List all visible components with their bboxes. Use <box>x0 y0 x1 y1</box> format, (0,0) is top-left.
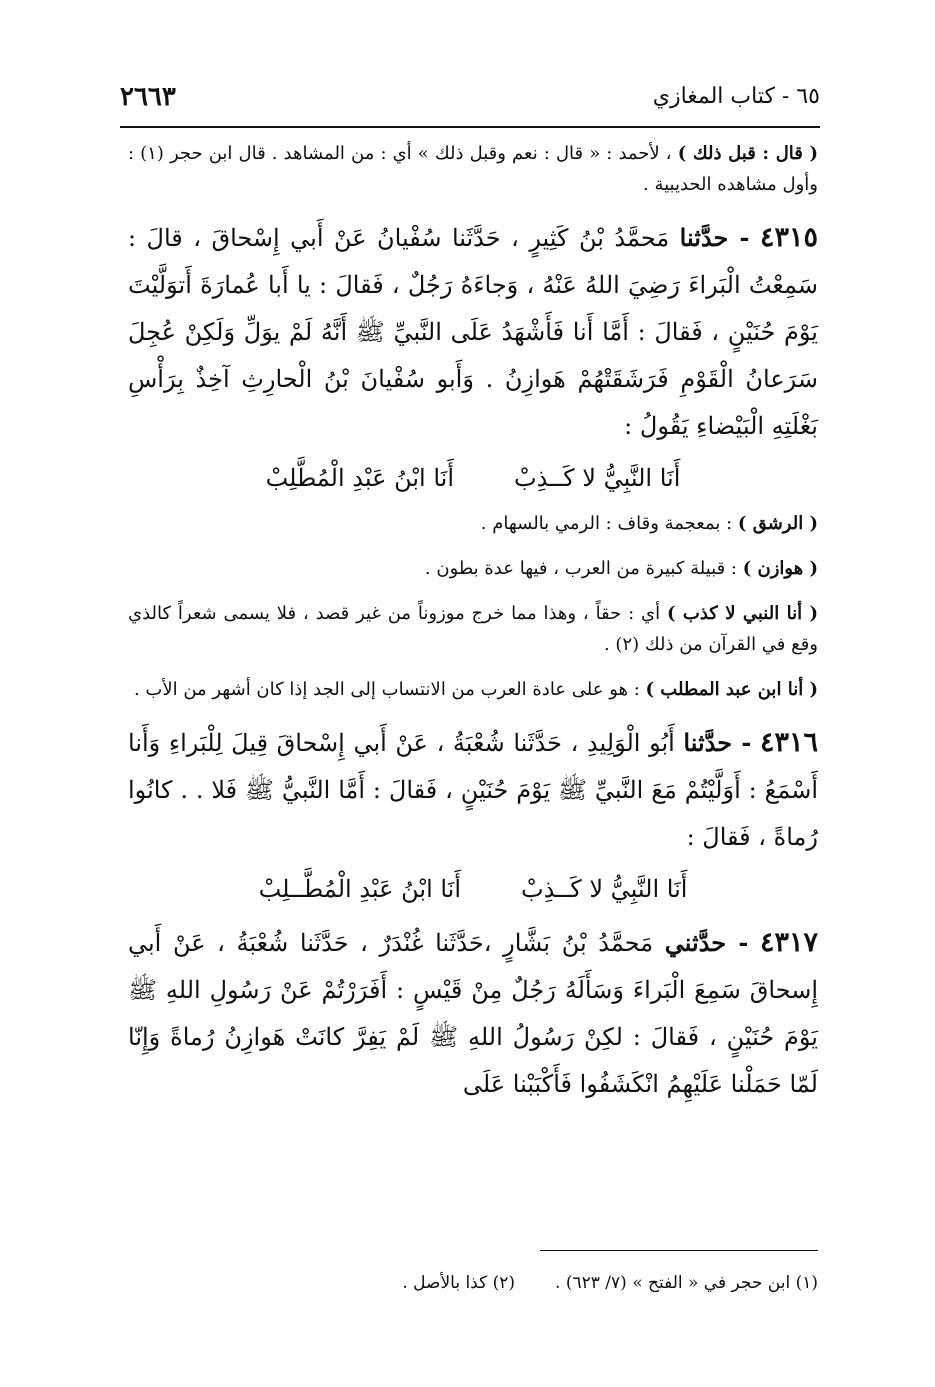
verse-line <box>128 456 818 500</box>
note-term: ( الرشق ) <box>737 513 818 534</box>
hadith-4316 <box>128 719 818 861</box>
note-term: ( أنا ابن عبد المطلب ) <box>645 679 818 700</box>
hadith-number: ٤٣١٦ <box>760 727 819 758</box>
hadith-text: أَبُو الْوَلِيدِ ، حَدَّثَنا شُعْبَةُ ، عَنْ أَبي إِسْحاقَ قِيلَ لِلْبَراءِ وَأَنا أَسْمَعُ : أَوَلَّيْتُمْ مَعَ النَّبيِّ ﷺ يَوْمَ حُنَيْنٍ ، فَقالَ : أَمَّا النَّبيُّ ﷺ فَلا . . كانُوا رُماةً ، فَقالَ : <box>128 729 819 851</box>
note-term: ( هوازن ) <box>742 558 818 579</box>
hadith-4317 <box>128 919 818 1108</box>
footnote-rule <box>540 1250 818 1251</box>
note-text: أي : حقاً ، وهذا مما خرج موزوناً من غير قصد ، فلا يسمى شعراً كالذي وقع في القرآن من ذلك (٢) . <box>128 603 818 655</box>
verse-line <box>128 867 818 911</box>
hadith-opener: - حدَّثني <box>664 928 749 957</box>
chapter-title: ٦٥ - كتاب المغازي <box>652 84 820 109</box>
footnote: (٢) كذا بالأصل . <box>402 1273 516 1293</box>
footnotes <box>200 1270 818 1296</box>
commentary-note <box>128 553 818 584</box>
verse-hemistich: أَنَا النَّبِيُّ لا كَــذِبْ <box>521 875 688 903</box>
hadith-number: ٤٣١٥ <box>760 222 819 253</box>
commentary-note <box>128 508 818 539</box>
commentary-note <box>128 138 818 200</box>
header-rule <box>120 126 820 128</box>
note-text: : هو على عادة العرب من الانتساب إلى الجد إذا كان أشهر من الأب . <box>133 679 646 700</box>
page-body <box>128 138 818 1114</box>
note-text: : قبيلة كبيرة من العرب ، فيها عدة بطون . <box>424 558 743 579</box>
hadith-opener: - حدَّثنا <box>683 728 752 757</box>
hadith-text: مَحمَّدُ بْنُ بَشَّارٍ ،حَدَّثَنا غُنْدَرٌ ، حَدَّثَنا شُعْبَةُ ، عَنْ أَبي إِسحاقَ سَمِعَ الْبَراءَ وَسَأَلَهُ رَجُلٌ مِنْ قَيْسٍ : أَفَرَرْتُمْ عَنْ رَسُولِ اللهِ ﷺ يَوْمَ حُنَيْنٍ ، فَقالَ : لكِنْ رَسُولُ اللهِ ﷺ لَمْ يَفِرَّ كانَتْ هَوازِنُ رُماةً وَإِنّا لَمّا حَمَلْنا عَلَيْهِمُ انْكَشَفُوا فَأَكْبَبْنا عَلَى <box>128 929 818 1098</box>
hadith-text: مَحمَّدُ بْنُ كَثِيرٍ ، حَدَّثَنا سُفْيانُ عَنْ أَبي إِسْحاقَ ، قالَ : سَمِعْتُ الْبَراءَ رَضِيَ اللهُ عَنْهُ ، وَجاءَهُ رَجُلٌ ، فَقالَ : يا أَبا عُمارَةَ أَتوَلَّيْتَ يَوْمَ حُنَيْنٍ ، فَقالَ : أَمَّا أَنا فَأَشْهَدُ عَلَى النَّبيِّ ﷺ أَنَّهُ لَمْ يوَلِّ وَلَكِنْ عُجِلَ سَرَعانُ الْقَوْمِ فَرَشَقَتْهُمْ هَوازِنُ . وَأَبو سُفْيانَ بْنُ الْحارِثِ آخِذٌ بِرَأْسِ بَغْلَتِهِ الْبَيْضاءِ يَقُولُ : <box>128 224 818 440</box>
commentary-note <box>128 598 818 660</box>
note-text: : بمعجمة وقاف : الرمي بالسهام . <box>480 513 738 534</box>
verse-hemistich: أَنَا ابْنُ عَبْدِ الْمُطَّــلِبْ <box>258 875 462 903</box>
note-term: ( قال : قبل ذلك ) <box>677 143 819 164</box>
footnote: (١) ابن حجر في « الفتح » (٧/ ٦٢٣) . <box>555 1273 818 1293</box>
commentary-note <box>128 674 818 705</box>
hadith-number: ٤٣١٧ <box>759 927 818 958</box>
hadith-opener: - حدَّثنا <box>679 223 750 252</box>
verse-hemistich: أَنَا ابْنُ عَبْدِ الْمُطَّلِبْ <box>265 464 454 492</box>
verse-hemistich: أَنَا النَّبِيُّ لا كَــذِبْ <box>514 464 681 492</box>
note-term: ( أنا النبي لا كذب ) <box>666 603 818 624</box>
page-header <box>120 80 820 120</box>
page-number: ٢٦٦٣ <box>120 82 176 112</box>
note-text: ، لأحمد : « قال : نعم وقبل ذلك » أي : من المشاهد . قال ابن حجر (١) : وأول مشاهده الحديبية . <box>128 143 818 195</box>
hadith-4315 <box>128 214 818 450</box>
